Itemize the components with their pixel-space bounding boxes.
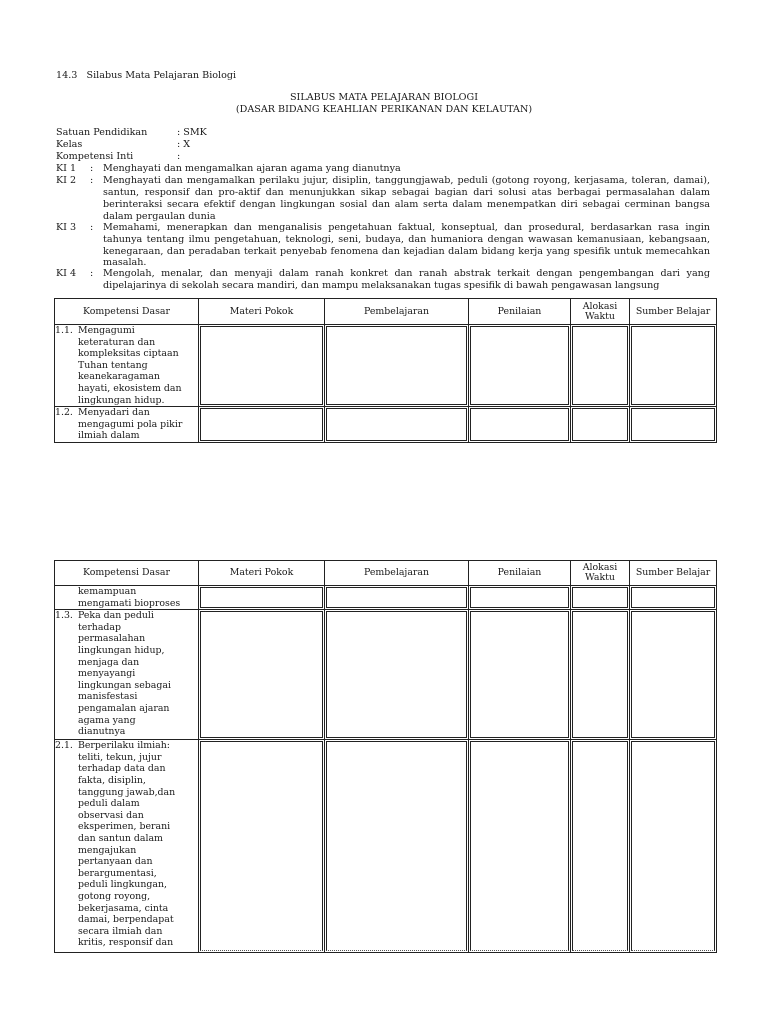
kd-number: 1.1.	[55, 325, 73, 336]
sumber-cell	[630, 325, 717, 407]
kd-cell	[55, 407, 199, 443]
kd-number: 1.3.	[55, 610, 73, 622]
satuan-label: Satuan Pendidikan	[56, 127, 148, 138]
ki4-line2: dipelajarinya di sekolah secara mandiri, dan mampu melaksanakan tugas spesifik di bawah pengawasan langsung	[103, 280, 660, 291]
ki-heading-label: Kompetensi Inti	[56, 151, 134, 162]
cell-inner-box	[572, 408, 628, 441]
section-number: 14.3	[56, 70, 78, 81]
sumber-cell	[630, 610, 717, 740]
cell-inner-box	[470, 587, 569, 608]
table-header-row	[55, 299, 717, 325]
ki1-line1: Menghayati dan mengamalkan ajaran agama yang dianutnya	[103, 163, 401, 174]
header-materi-pokok: Materi Pokok	[199, 299, 325, 325]
kd-text: Berperilaku ilmiah: teliti, tekun, jujur terhadap data dan fakta, disiplin, tanggung jawab,dan peduli dalam observasi dan eksperimen, berani dan santun dalam mengajukan pertanyaan dan berargumentasi, peduli lingkungan, gotong royong, bekerjasama, cinta damai, berpendapat secara ilmiah dan kritis, responsif dan	[78, 740, 176, 949]
ki3-line2: tahunya tentang ilmu pengetahuan, teknologi, seni, budaya, dan humaniora dengan wawasan kemanusiaan, kebangsaan,	[103, 234, 710, 245]
kelas-label: Kelas	[56, 139, 83, 150]
cell-inner-box	[470, 326, 569, 405]
header-penilaian: Penilaian	[469, 299, 571, 325]
ki2-line2: santun, responsif dan pro-aktif dan menunjukkan sikap sebagai bagian dari solusi atas berbagai permasalahan dalam	[103, 187, 710, 198]
materi-cell	[199, 740, 325, 953]
kd-cell	[55, 610, 199, 740]
cell-inner-box	[200, 587, 323, 608]
ki2-sep: :	[90, 175, 94, 186]
ki3-line1: Memahami, menerapkan dan menganalisis pengetahuan faktual, konseptual, dan prosedural, berdasarkan rasa ingin	[103, 222, 710, 233]
cell-inner-box	[326, 326, 467, 405]
table-header-row	[55, 561, 717, 586]
alokasi-cell	[571, 740, 630, 953]
syllabus-table-1	[54, 298, 717, 443]
header-materi-pokok: Materi Pokok	[199, 561, 325, 586]
cell-inner-box	[631, 326, 715, 405]
ki1-code: KI 1	[56, 163, 77, 174]
header-kompetensi-dasar: Kompetensi Dasar	[55, 561, 199, 586]
materi-cell	[199, 325, 325, 407]
ki3-line4: masalah.	[103, 257, 147, 268]
syllabus-table-2	[54, 560, 717, 953]
ki4-line1: Mengolah, menalar, dan menyaji dalam ranah konkret dan ranah abstrak terkait dengan pengembangan dari yang	[103, 268, 710, 279]
cell-inner-box	[200, 741, 323, 951]
header-alokasi-line2: Waktu	[585, 572, 615, 583]
materi-cell	[199, 407, 325, 443]
document-title-line2: (DASAR BIDANG KEAHLIAN PERIKANAN DAN KELAUTAN)	[235, 104, 533, 115]
penilaian-cell	[469, 407, 571, 443]
cell-inner-box	[631, 408, 715, 441]
alokasi-cell	[571, 407, 630, 443]
pembelajaran-cell	[325, 325, 469, 407]
header-sumber-belajar: Sumber Belajar	[630, 299, 717, 325]
header-alokasi-line1: Alokasi	[582, 300, 618, 312]
table-row	[55, 740, 717, 953]
cell-inner-box	[200, 611, 323, 738]
pembelajaran-cell	[325, 586, 469, 610]
ki3-code: KI 3	[56, 222, 77, 233]
table-row	[55, 586, 717, 610]
header-alokasi-line2: Waktu	[585, 310, 615, 322]
alokasi-cell	[571, 586, 630, 610]
header-kompetensi-dasar: Kompetensi Dasar	[55, 299, 199, 325]
header-alokasi-waktu	[571, 299, 630, 325]
kd-cell	[55, 586, 199, 610]
cell-inner-box	[326, 408, 467, 441]
header-pembelajaran: Pembelajaran	[325, 561, 469, 586]
header-alokasi-waktu	[571, 561, 630, 586]
pembelajaran-cell	[325, 407, 469, 443]
kelas-value: : X	[177, 139, 191, 150]
pembelajaran-cell	[325, 610, 469, 740]
sumber-cell	[630, 407, 717, 443]
pembelajaran-cell	[325, 740, 469, 953]
materi-cell	[199, 610, 325, 740]
cell-inner-box	[631, 587, 715, 608]
cell-inner-box	[572, 741, 628, 951]
cell-inner-box	[200, 408, 323, 441]
alokasi-cell	[571, 325, 630, 407]
cell-inner-box	[631, 741, 715, 951]
kd-number: 2.1.	[55, 740, 73, 752]
ki3-line3: kenegaraan, dan peradaban terkait penyebab fenomena dan kejadian dalam bidang kerja yang spesifik untuk memecahkan	[103, 246, 710, 257]
satuan-value: : SMK	[177, 127, 207, 138]
document-title-line1: SILABUS MATA PELAJARAN BIOLOGI	[289, 92, 479, 103]
ki2-line3: berinteraksi secara efektif dengan lingkungan sosial dan alam serta dalam menempatkan diri sebagai cerminan bangsa	[103, 199, 710, 210]
ki3-sep: :	[90, 222, 94, 233]
kd-number: 1.2.	[55, 407, 73, 419]
kd-text: Menyadari dan mengagumi pola pikir ilmiah dalam	[78, 407, 183, 442]
penilaian-cell	[469, 610, 571, 740]
cell-inner-box	[631, 611, 715, 738]
cell-inner-box	[326, 741, 467, 951]
header-alokasi-line1: Alokasi	[582, 562, 618, 573]
header-penilaian: Penilaian	[469, 561, 571, 586]
header-pembelajaran: Pembelajaran	[325, 299, 469, 325]
ki2-line4: dalam pergaulan dunia	[103, 211, 216, 222]
penilaian-cell	[469, 740, 571, 953]
kd-text: Mengagumi keteraturan dan kompleksitas ciptaan Tuhan tentang keanekaragaman hayati, ekosistem dan lingkungan hidup.	[78, 325, 182, 406]
header-sumber-belajar: Sumber Belajar	[630, 561, 717, 586]
table-row	[55, 610, 717, 740]
penilaian-cell	[469, 586, 571, 610]
penilaian-cell	[469, 325, 571, 407]
section-heading	[56, 70, 236, 81]
cell-inner-box	[326, 587, 467, 608]
ki4-sep: :	[90, 268, 94, 279]
sumber-cell	[630, 740, 717, 953]
ki-heading-value: :	[177, 151, 181, 162]
materi-cell	[199, 586, 325, 610]
cell-inner-box	[572, 326, 628, 405]
cell-inner-box	[572, 587, 628, 608]
ki4-code: KI 4	[56, 268, 77, 279]
cell-inner-box	[470, 741, 569, 951]
ki2-line1: Menghayati dan mengamalkan perilaku jujur, disiplin, tanggungjawab, peduli (gotong royong, kerjasama, toleran, damai),	[103, 175, 710, 186]
kd-cell	[55, 325, 199, 407]
table-row	[55, 325, 717, 407]
sumber-cell	[630, 586, 717, 610]
ki1-sep: :	[90, 163, 94, 174]
alokasi-cell	[571, 610, 630, 740]
kd-text: Peka dan peduli terhadap permasalahan lingkungan hidup, menjaga dan menyayangi lingkungan sebagai manisfestasi pengamalan ajaran agama yang dianutnya	[78, 610, 171, 738]
ki2-code: KI 2	[56, 175, 77, 186]
kd-cell	[55, 740, 199, 953]
section-title: Silabus Mata Pelajaran Biologi	[86, 70, 237, 81]
cell-inner-box	[326, 611, 467, 738]
cell-inner-box	[470, 408, 569, 441]
kd-text: kemampuan mengamati bioproses	[78, 586, 181, 609]
table-row	[55, 407, 717, 443]
cell-inner-box	[572, 611, 628, 738]
cell-inner-box	[470, 611, 569, 738]
cell-inner-box	[200, 326, 323, 405]
